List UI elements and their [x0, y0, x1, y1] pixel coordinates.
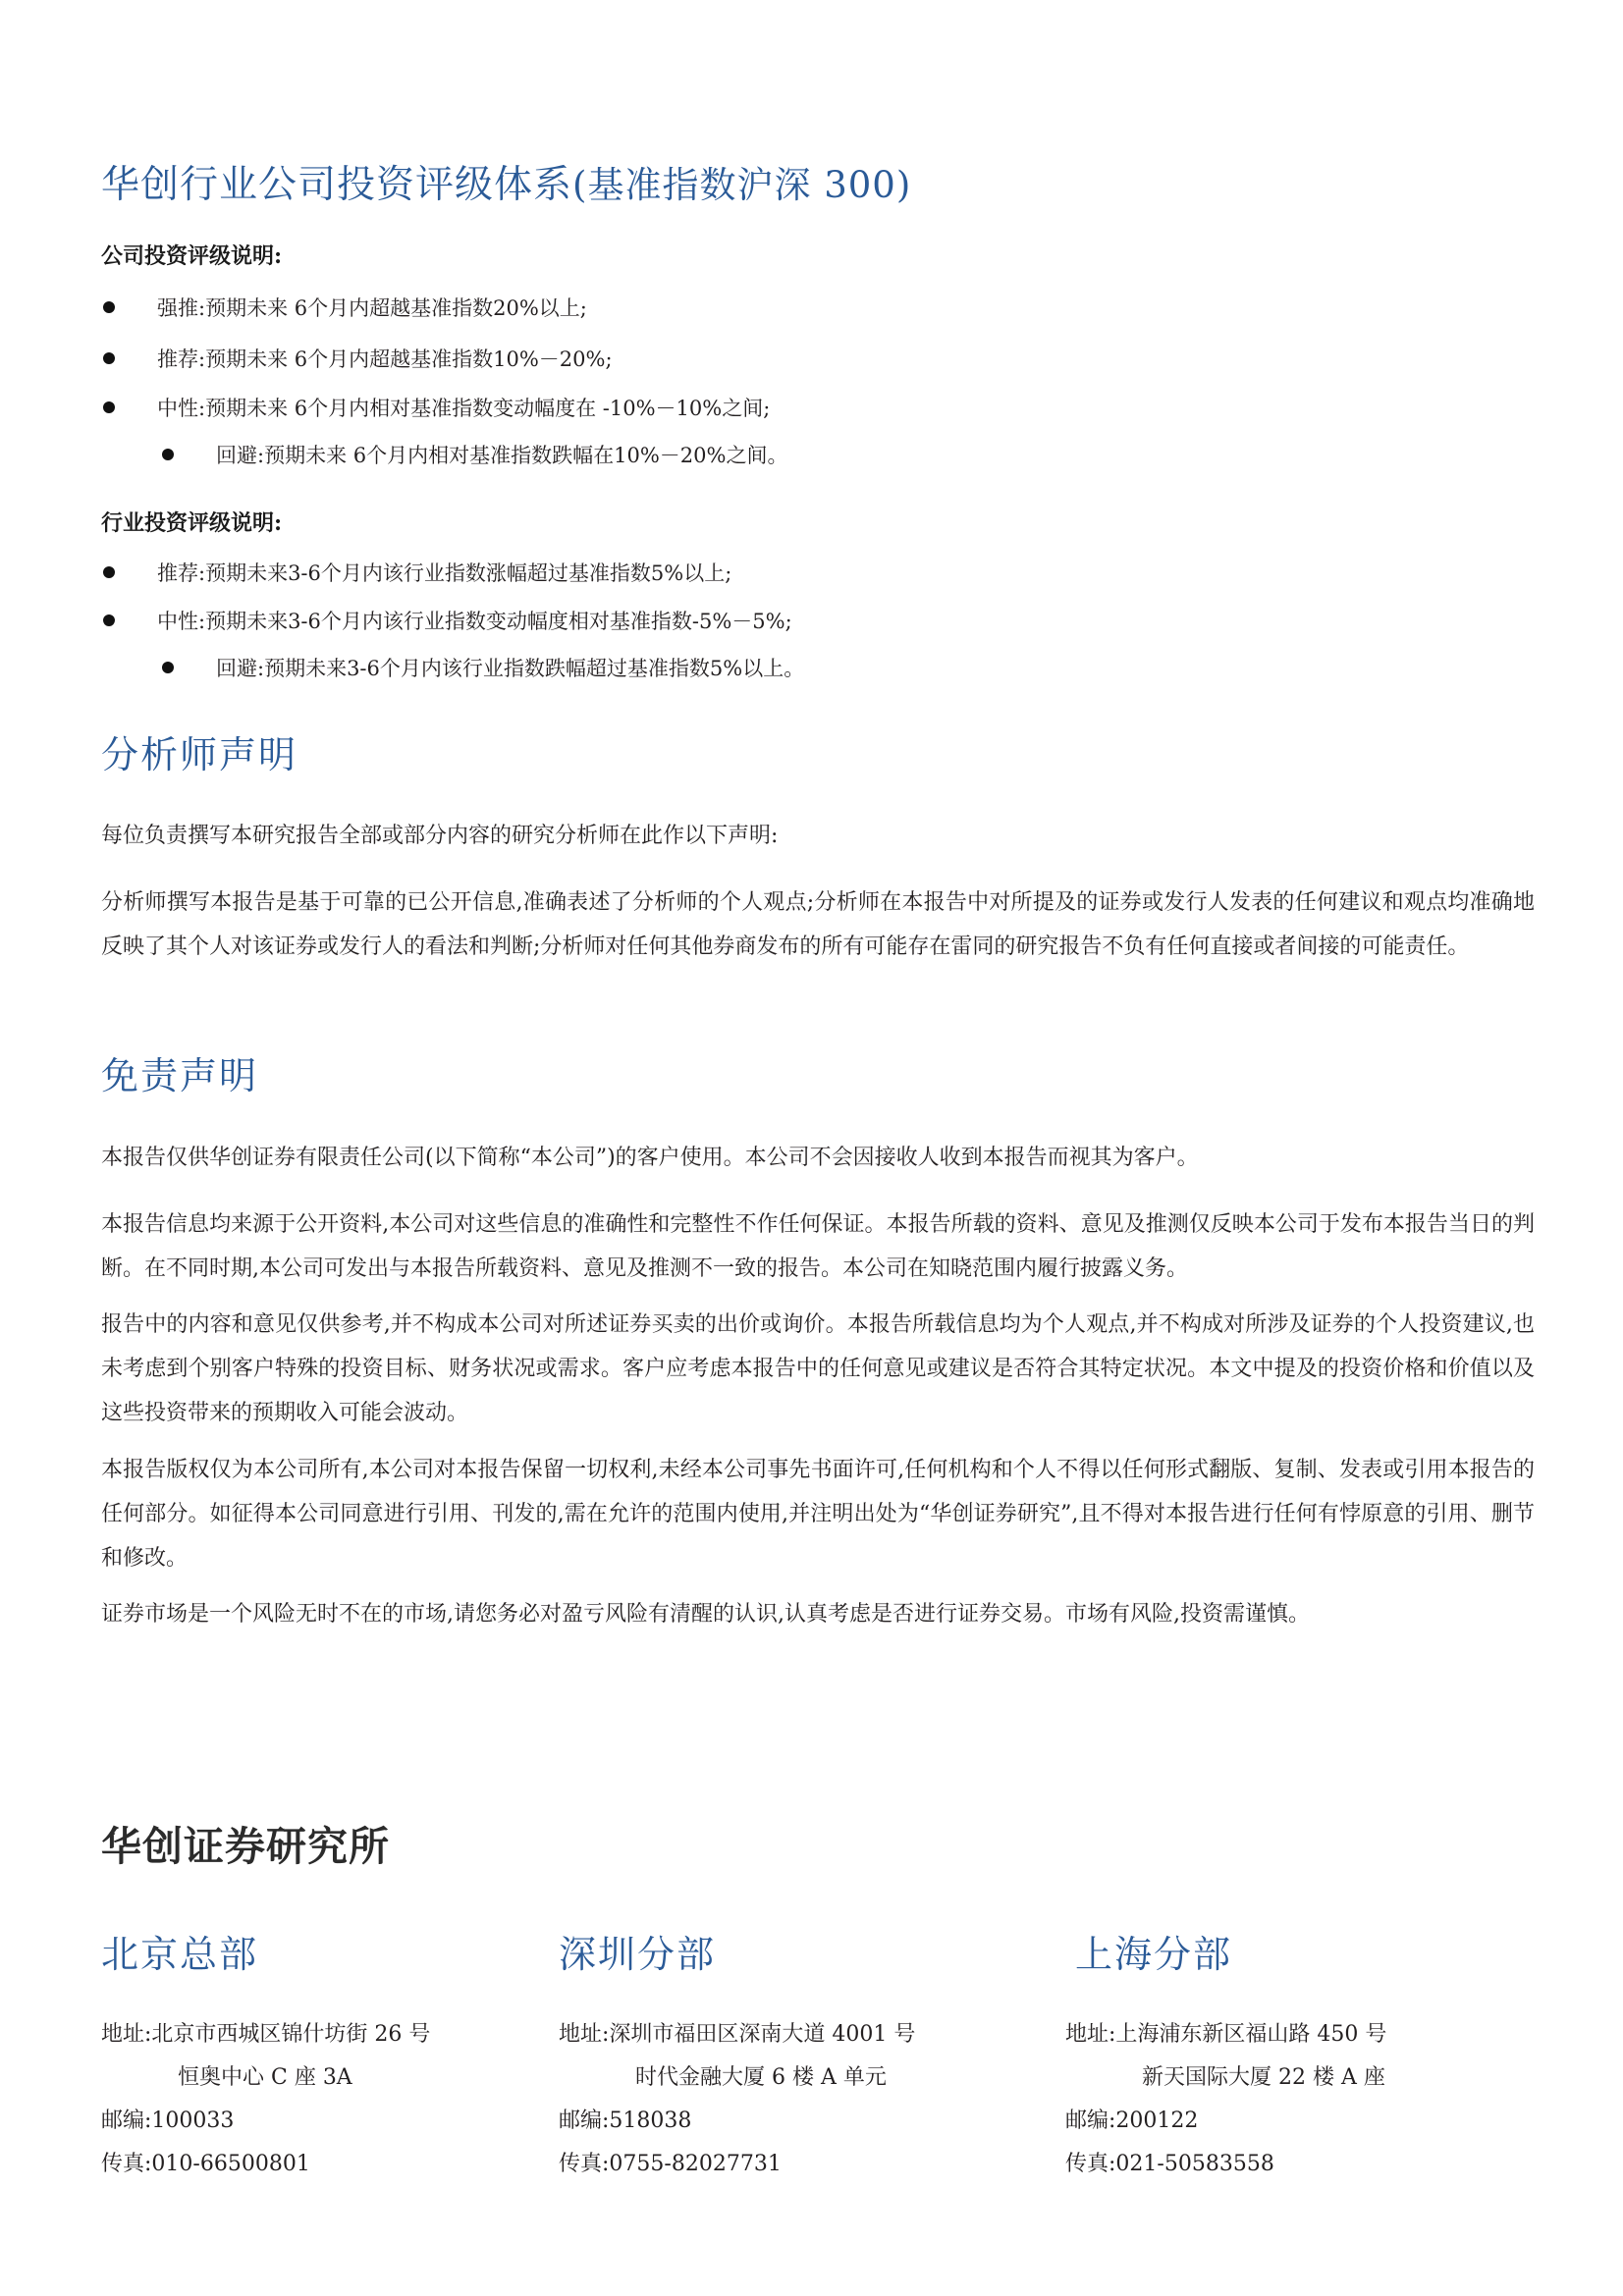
postcode-value: 100033 [151, 2109, 235, 2133]
rating-system-title-text: 华创行业公司投资评级体系 [101, 163, 573, 207]
postcode-label: 邮编: [559, 2109, 610, 2133]
bullet-icon [103, 352, 115, 364]
disclaimer-paragraph: 证券市场是一个风险无时不在的市场,请您务必对盈亏风险有清醒的认识,认真考虑是否进行证券交易。市场有风险,投资需谨慎。 [101, 1602, 1310, 1627]
analyst-statement-paragraph: 分析师撰写本报告是基于可靠的已公开信息,准确表述了分析师的个人观点;分析师在本报告中对所提及的证券或发行人发表的任何建议和观点均准确地反映了其个人对该证券或发行人的看法和判断;分析师对任何其他券商发布的所有可能存在雷同的研究报告不负有任何直接或者间接的可能责任。 [101, 890, 1535, 959]
analyst-statement-title: 分析师声明 [101, 733, 298, 776]
office-address [559, 2017, 915, 2048]
office-address [1065, 2017, 1386, 2048]
address-line2: 新天国际大厦 22 楼 A 座 [1142, 2065, 1385, 2090]
office-postcode [101, 2104, 234, 2134]
disclaimer-title: 免责声明 [101, 1054, 259, 1097]
disclaimer-paragraph: 本报告信息均来源于公开资料,本公司对这些信息的准确性和完整性不作任何保证。本报告所载的资料、意见及推测仅反映本公司于发布本报告当日的判断。在不同时期,本公司可发出与本报告所载资料、意见及推测不一致的报告。本公司在知晓范围内履行披露义务。 [101, 1212, 1535, 1281]
company-rating-item-text: 回避:预期未来 6个月内相对基准指数跌幅在10%－20%之间。 [216, 444, 788, 467]
industry-rating-item-text: 回避:预期未来3-6个月内该行业指数跌幅超过基准指数5%以上。 [216, 657, 805, 680]
industry-rating-label: 行业投资评级说明: [101, 510, 283, 536]
company-rating-item-text: 推荐:预期未来 6个月内超越基准指数10%－20%; [157, 347, 613, 371]
postcode-value: 200122 [1115, 2109, 1199, 2133]
office-postcode [559, 2104, 691, 2134]
bullet-icon [162, 449, 174, 460]
address-line1: 上海浦东新区福山路 450 号 [1115, 2022, 1387, 2047]
office-title: 上海分部 [1075, 1933, 1233, 1976]
office-address [101, 2017, 430, 2048]
office-beijing [101, 1924, 431, 2176]
office-shenzhen [559, 1924, 916, 2176]
company-rating-item-text: 强推:预期未来 6个月内超越基准指数20%以上; [157, 296, 587, 320]
company-rating-item-text: 中性:预期未来 6个月内相对基准指数变动幅度在 -10%－10%之间; [157, 397, 771, 420]
org-name: 华创证券研究所 [101, 1823, 390, 1870]
office-shanghai [1065, 1924, 1387, 2176]
bullet-icon [103, 301, 115, 313]
bullet-icon [103, 566, 115, 578]
disclaimer-paragraph: 本报告版权仅为本公司所有,本公司对本报告保留一切权利,未经本公司事先书面许可,任何机构和个人不得以任何形式翻版、复制、发表或引用本报告的任何部分。如征得本公司同意进行引用、刊发的,需在允许的范围内使用,并注明出处为“华创证券研究”,且不得对本报告进行任何有悖原意的引用、删节和修改。 [101, 1458, 1535, 1571]
postcode-label: 邮编: [101, 2109, 152, 2133]
office-postcode [1065, 2104, 1198, 2134]
address-line1: 深圳市福田区深南大道 4001 号 [609, 2022, 916, 2047]
address-label: 地址: [559, 2022, 610, 2047]
office-fax [559, 2147, 782, 2177]
fax-value: 021-50583558 [1115, 2152, 1274, 2176]
bullet-icon [103, 614, 115, 626]
address-line1: 北京市西城区锦什坊街 26 号 [151, 2022, 431, 2047]
disclaimer-paragraph: 报告中的内容和意见仅供参考,并不构成本公司对所述证券买卖的出价或询价。本报告所载信息均为个人观点,并不构成对所涉及证券的个人投资建议,也未考虑到个别客户特殊的投资目标、财务状况或需求。客户应考虑本报告中的任何意见或建议是否符合其特定状况。本文中提及的投资价格和价值以及这些投资带来的预期收入可能会波动。 [101, 1312, 1535, 1425]
address-line2: 时代金融大厦 6 楼 A 单元 [635, 2065, 887, 2090]
fax-value: 010-66500801 [151, 2152, 310, 2176]
postcode-label: 邮编: [1065, 2109, 1116, 2133]
office-title: 北京总部 [101, 1933, 259, 1976]
fax-label: 传真: [1065, 2152, 1116, 2176]
fax-value: 0755-82027731 [609, 2152, 782, 2176]
fax-label: 传真: [559, 2152, 610, 2176]
industry-rating-item-text: 推荐:预期未来3-6个月内该行业指数涨幅超过基准指数5%以上; [157, 561, 732, 585]
rating-system-title-paren: (基准指数沪深 300) [572, 164, 912, 206]
address-label: 地址: [1065, 2022, 1116, 2047]
address-label: 地址: [101, 2022, 152, 2047]
rating-system-title [101, 154, 911, 209]
fax-label: 传真: [101, 2152, 152, 2176]
bullet-icon [103, 401, 115, 413]
office-fax [1065, 2147, 1274, 2177]
disclaimer-paragraph: 本报告仅供华创证券有限责任公司(以下简称“本公司”)的客户使用。本公司不会因接收人收到本报告而视其为客户。 [101, 1146, 1199, 1170]
industry-rating-item-text: 中性:预期未来3-6个月内该行业指数变动幅度相对基准指数-5%－5%; [157, 610, 792, 633]
company-rating-label: 公司投资评级说明: [101, 243, 283, 269]
office-fax [101, 2147, 310, 2177]
office-title: 深圳分部 [559, 1933, 717, 1976]
bullet-icon [162, 662, 174, 673]
postcode-value: 518038 [609, 2109, 692, 2133]
analyst-statement-paragraph: 每位负责撰写本研究报告全部或部分内容的研究分析师在此作以下声明: [101, 824, 779, 848]
address-line2: 恒奥中心 C 座 3A [178, 2065, 352, 2090]
